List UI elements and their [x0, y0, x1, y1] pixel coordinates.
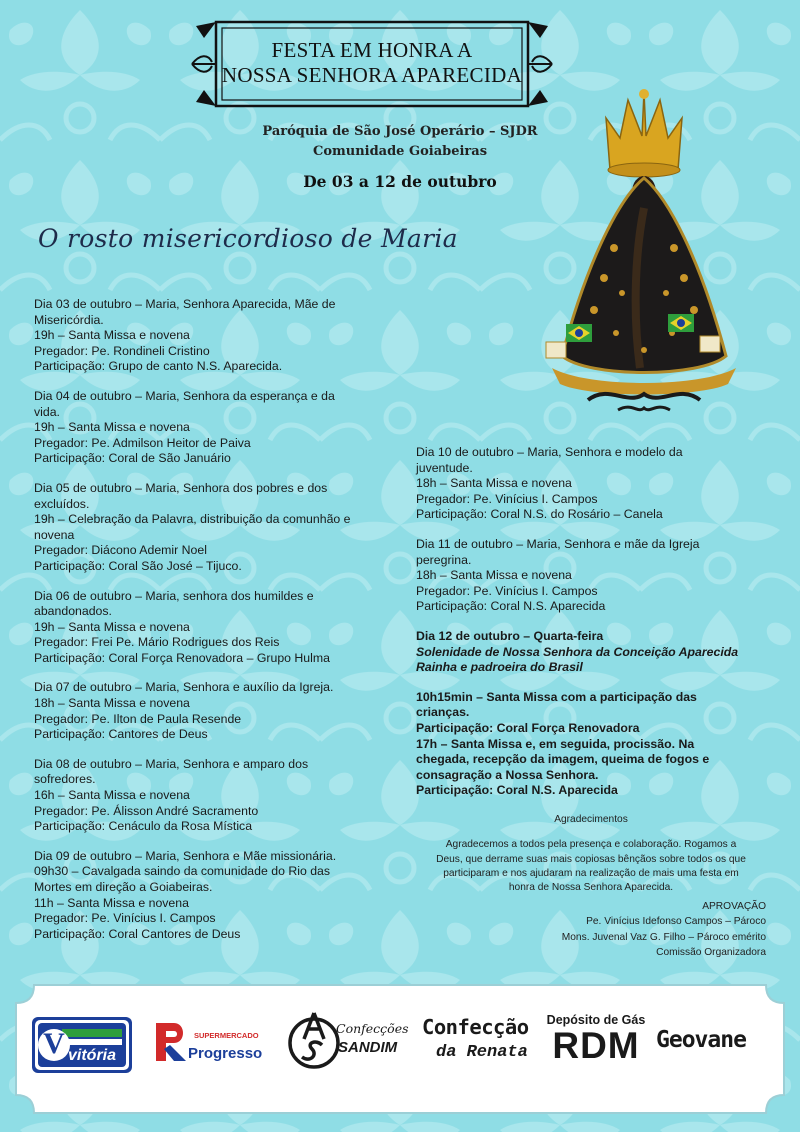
program-line: crianças. [416, 705, 470, 720]
approval-line: Comissão Organizadora [656, 946, 766, 958]
entry-line: Participação: Grupo de canto N.S. Aparecida. [34, 359, 283, 374]
entry-line: excluídos. [34, 496, 90, 511]
program-line: chegada, recepção da imagem, queima de fogos e [416, 752, 710, 767]
parish-name: Paróquia de São José Operário – SJDR [262, 124, 538, 139]
sandim-logo-icon [286, 1009, 340, 1073]
approval-line: Pe. Vinícius Idefonso Campos – Pároco [586, 916, 766, 928]
title-frame [190, 16, 554, 112]
entry-line: Dia 11 de outubro – Maria, Senhora e mãe da Igreja [416, 536, 700, 551]
approval-block [440, 899, 766, 960]
program-line: 17h – Santa Missa e, em seguida, procissão. Na [416, 736, 695, 751]
solemnity-line: Rainha e padroeira do Brasil [416, 660, 583, 675]
entry-line: Participação: Cantores de Deus [34, 727, 208, 742]
entry-line: Dia 09 de outubro – Maria, Senhora e Mãe missionária. [34, 848, 337, 863]
progresso-logo-icon [152, 1019, 188, 1065]
renata-line-2: da Renata [436, 1043, 528, 1062]
theme-title: O rosto misericordioso de Maria [38, 224, 458, 253]
title-line-1: FESTA EM HONRA A [271, 38, 473, 62]
vitoria-initial: V [43, 1027, 65, 1060]
entry-line: Participação: Coral São José – Tijuco. [34, 558, 242, 573]
entry-line: Pregador: Pe. Vinícius I. Campos [34, 911, 216, 926]
entry-line: Dia 04 de outubro – Maria, Senhora da esperança e da [34, 388, 335, 403]
entry-line: Participação: Coral N.S. Aparecida [416, 599, 606, 614]
entry-line: sofredores. [34, 772, 96, 787]
rdm-line-2: RDM [552, 1025, 640, 1066]
final-day-entry [416, 629, 772, 676]
entry-line: 18h – Santa Missa e novena [34, 696, 190, 711]
schedule-entry [34, 481, 394, 575]
entry-line: Dia 10 de outubro – Maria, Senhora e modelo da [416, 445, 683, 459]
solemnity-line: Solenidade de Nossa Senhora da Conceição Aparecida [416, 644, 739, 659]
entry-line: Misericórdia. [34, 312, 104, 327]
our-lady-aparecida-statue-icon [528, 88, 760, 418]
sandim-line-1: Confecções [336, 1021, 409, 1036]
entry-line: 18h – Santa Missa e novena [416, 568, 572, 583]
thanks-line: participaram e nos ajudaram na realização de mais uma festa em [443, 867, 739, 879]
progresso-tag: SUPERMERCADO [194, 1031, 259, 1040]
entry-line: Pregador: Diácono Ademir Noel [34, 543, 207, 558]
entry-line: novena [34, 527, 75, 542]
renata-line-1: Confecção [422, 1015, 529, 1039]
entry-line: Participação: Coral N.S. do Rosário – Canela [416, 507, 663, 522]
sponsor-panel [14, 983, 786, 1115]
date-range: De 03 a 12 de outubro [303, 172, 497, 191]
thanks-line: Deus, que derrame suas mais copiosas bênçãos sobre todos os que [436, 853, 746, 865]
program-line: Participação: Coral N.S. Aparecida [416, 783, 618, 798]
title-line-2: NOSSA SENHORA APARECIDA [221, 63, 523, 87]
thanks-line: honra de Nossa Senhora Aparecida. [508, 882, 674, 894]
entry-line: Pregador: Pe. Rondineli Cristino [34, 343, 210, 358]
entry-line: Pregador: Pe. Vinícius I. Campos [416, 583, 598, 598]
schedule-entry [34, 297, 394, 375]
rdm-line-1: Depósito de Gás [546, 1013, 646, 1027]
sponsor-progresso-logo [150, 1017, 268, 1073]
entry-line: Participação: Coral de São Januário [34, 451, 231, 466]
entry-line: 19h – Santa Missa e novena [34, 619, 190, 634]
approval-line: Mons. Juvenal Vaz G. Filho – Pároco emérito [561, 931, 766, 943]
program-line: 10h15min – Santa Missa com a participação das [416, 689, 697, 704]
schedule-entry [416, 537, 772, 615]
final-day-program [416, 690, 772, 799]
geovane-name: Geovane [656, 1027, 746, 1053]
sponsor-renata-logo [422, 1015, 532, 1075]
event-title [190, 38, 554, 88]
schedule-entry [34, 757, 394, 835]
schedule-entry [34, 849, 394, 943]
progresso-name: Progresso [188, 1045, 263, 1062]
schedule-right-column [416, 445, 772, 799]
entry-line: Mortes em direção a Goiabeiras. [34, 880, 213, 894]
final-day-heading: Dia 12 de outubro – Quarta-feira [416, 628, 604, 643]
entry-line: Participação: Coral Força Renovadora – Grupo Hulma [34, 650, 330, 665]
entry-line: 19h – Santa Missa e novena [34, 328, 190, 343]
sponsor-rdm-logo [540, 1013, 652, 1077]
entry-line: 18h – Santa Missa e novena [416, 476, 572, 491]
schedule-left-column [34, 297, 394, 956]
vitoria-name: vitória [68, 1047, 117, 1064]
entry-line: 09h30 – Cavalgada saindo da comunidade do Rio das [34, 864, 331, 879]
entry-line: 16h – Santa Missa e novena [34, 788, 190, 803]
entry-line: Dia 08 de outubro – Maria, Senhora e amparo dos [34, 756, 309, 771]
entry-line: Pregador: Frei Pe. Mário Rodrigues dos Reis [34, 635, 280, 650]
program-line: Participação: Coral Força Renovadora [416, 720, 640, 735]
entry-line: abandonados. [34, 604, 112, 619]
program-line: consagração a Nossa Senhora. [416, 767, 599, 782]
entry-line: Dia 03 de outubro – Maria, Senhora Aparecida, Mãe de [34, 297, 336, 311]
thanks-heading: Agradecimentos [554, 814, 628, 825]
entry-line: Dia 05 de outubro – Maria, Senhora dos pobres e dos [34, 480, 328, 495]
entry-line: Pregador: Pe. Admilson Heitor de Paiva [34, 435, 251, 450]
thanks-line: Agradecemos a todos pela presença e colaboração. Rogamos a [445, 839, 737, 851]
entry-line: Pregador: Pe. Vinícius I. Campos [416, 491, 598, 506]
entry-line: Participação: Coral Cantores de Deus [34, 926, 241, 941]
entry-line: 19h – Celebração da Palavra, distribuição da comunhão e [34, 512, 351, 527]
sandim-line-2: SANDIM [338, 1039, 398, 1056]
entry-line: 19h – Santa Missa e novena [34, 420, 190, 435]
sponsor-sandim-logo [286, 1009, 410, 1075]
entry-line: vida. [34, 404, 60, 419]
schedule-entry [34, 680, 394, 742]
entry-line: Pregador: Pe. Ilton de Paula Resende [34, 711, 242, 726]
schedule-entry [34, 389, 394, 467]
entry-line: peregrina. [416, 552, 472, 567]
schedule-entry [34, 589, 394, 667]
acknowledgements [410, 813, 772, 895]
sponsor-vitoria-logo [32, 1017, 132, 1073]
entry-line: Participação: Cenáculo da Rosa Mística [34, 819, 253, 834]
entry-line: Pregador: Pe. Álisson André Sacramento [34, 803, 259, 818]
entry-line: Dia 06 de outubro – Maria, senhora dos humildes e [34, 588, 314, 603]
approval-heading: APROVAÇÃO [702, 901, 766, 912]
entry-line: 11h – Santa Missa e novena [34, 895, 189, 910]
schedule-entry [416, 445, 772, 523]
sponsor-geovane-logo [656, 1027, 776, 1061]
entry-line: juventude. [416, 460, 473, 475]
entry-line: Dia 07 de outubro – Maria, Senhora e auxílio da Igreja. [34, 680, 334, 695]
community-name: Comunidade Goiabeiras [312, 144, 488, 159]
